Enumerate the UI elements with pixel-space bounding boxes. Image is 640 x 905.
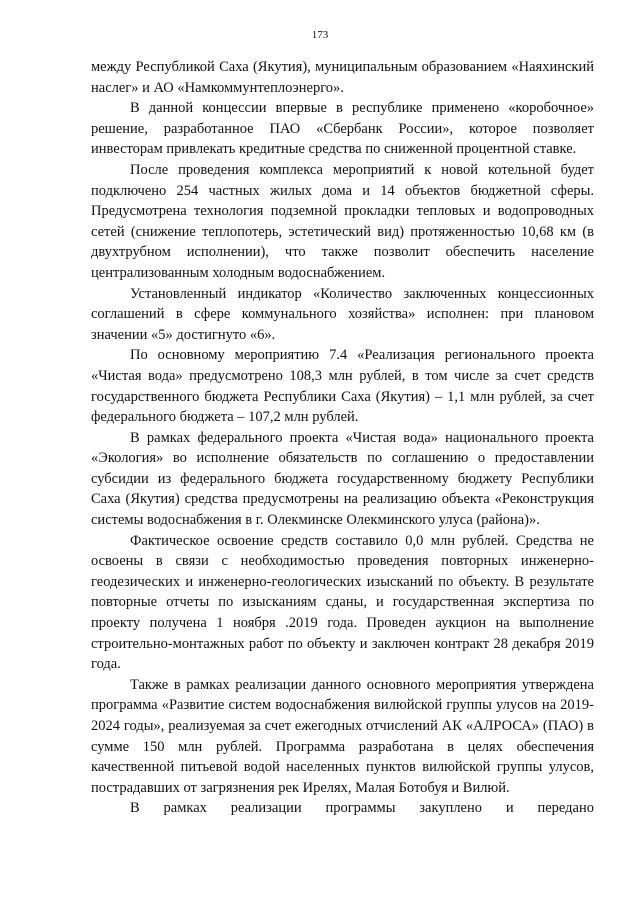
- page-number: 173: [311, 29, 329, 41]
- paragraph-6: В рамках федерального проекта «Чистая вода» национального проекта «Экология» во исполнение обязательств по соглашению о предоставлении субсидии из федерального бюджета государственному бюджету Республики Саха (Якутия) средства предусмотрены на реализацию объекта «Реконструкция системы водоснабжения в г. Олекминске Олекминского улуса (района)».: [91, 429, 594, 529]
- paragraph-7: Фактическое освоение средств составило 0,0 млн рублей. Средства не освоены в связи с необходимостью проведения повторных инженерно-геодезических и инженерно-геологических изысканий по объекту. В результате повторные отчеты по изысканиям сданы, и государственная экспертиза по проекту получена 1 ноября .2019 года. Проведен аукцион на выполнение строительно-монтажных работ по объекту и заключен контракт 28 декабря 2019 года.: [91, 532, 594, 673]
- paragraph-8: Также в рамках реализации данного основного мероприятия утверждена программа «Развитие систем водоснабжения вилюйской группы улусов на 2019-2024 годы», реализуемая за счет ежегодных отчислений АК «АЛРОСА» (ПАО) в сумме 150 млн рублей. Программа разработана в целях обеспечения качественной питьевой водой населенных пунктов вилюйской группы улусов, пострадавших от загрязнения рек Ирелях, Малая Ботобуя и Вилюй.: [91, 676, 594, 796]
- paragraph-1: между Республикой Саха (Якутия), муниципальным образованием «Наяхинский наслег» и АО «Намкоммунтеплоэнерго».: [91, 59, 594, 96]
- paragraph-3: После проведения комплекса мероприятий к новой котельной будет подключено 254 частных жилых дома и 14 объектов бюджетной сферы. Предусмотрена технология подземной прокладки тепловых и водопроводных сетей (снижение теплопотерь, эстетический вид) протяженностью 10,68 км (в двухтрубном исполнении), что также позволит обеспечить население централизованным холодным водоснабжением.: [91, 161, 594, 281]
- paragraph-4: Установленный индикатор «Количество заключенных концессионных соглашений в сфере коммунального хозяйства» исполнен: при плановом значении «5» достигнуто «6».: [91, 285, 594, 343]
- document-body: [91, 57, 594, 819]
- paragraph-2: В данной концессии впервые в республике применено «коробочное» решение, разработанное ПАО «Сбербанк России», которое позволяет инвесторам привлекать кредитные средства по сниженной процентной ставке.: [91, 100, 594, 158]
- paragraph-9: В рамках реализации программы закуплено и передано: [130, 800, 594, 817]
- paragraph-5: По основному мероприятию 7.4 «Реализация регионального проекта «Чистая вода» предусмотрено 108,3 млн рублей, в том числе за счет средств государственного бюджета Республики Саха (Якутия) – 1,1 млн рублей, за счет федерального бюджета – 107,2 млн рублей.: [91, 347, 594, 426]
